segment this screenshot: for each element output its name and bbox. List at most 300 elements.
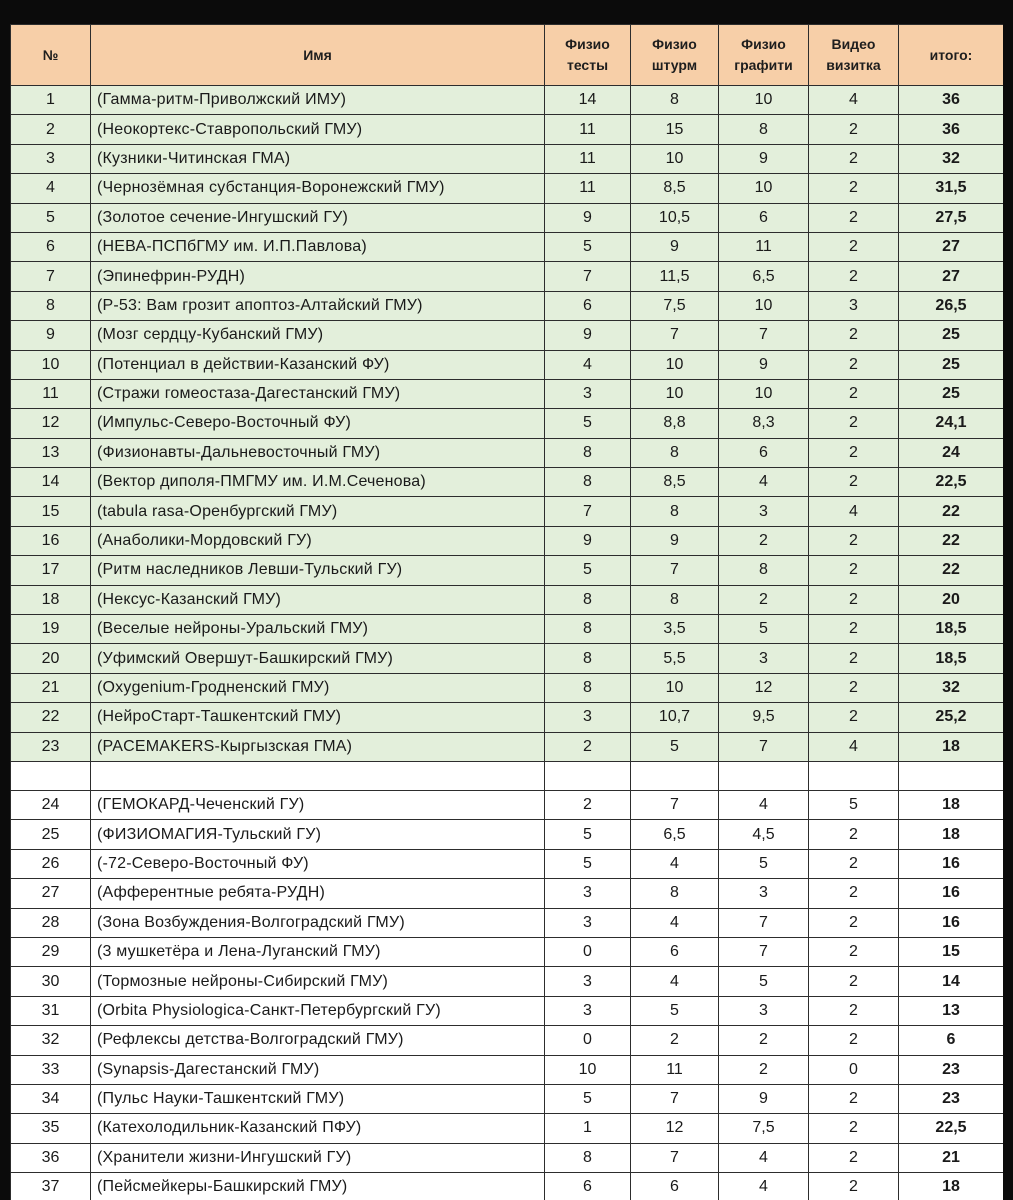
table-row bbox=[11, 350, 1004, 379]
score-graffiti: 8 bbox=[719, 556, 809, 585]
team-name: (tabula rasa-Оренбургский ГМУ) bbox=[91, 497, 545, 526]
score-video: 5 bbox=[809, 790, 899, 819]
score-video: 2 bbox=[809, 820, 899, 849]
score-graffiti: 4 bbox=[719, 1173, 809, 1200]
score-graffiti: 2 bbox=[719, 1055, 809, 1084]
score-sturm: 10 bbox=[631, 673, 719, 702]
team-name: (Чернозёмная субстанция-Воронежский ГМУ) bbox=[91, 174, 545, 203]
score-graffiti: 12 bbox=[719, 673, 809, 702]
score-graffiti: 10 bbox=[719, 291, 809, 320]
score-graffiti: 6,5 bbox=[719, 262, 809, 291]
score-tests: 9 bbox=[545, 321, 631, 350]
team-name: (Зона Возбуждения-Волгоградский ГМУ) bbox=[91, 908, 545, 937]
table-row bbox=[11, 1055, 1004, 1084]
header-num: № bbox=[11, 25, 91, 86]
team-name: (Orbita Physiologica-Санкт-Петербургский ГУ) bbox=[91, 996, 545, 1025]
team-name: (3 мушкетёра и Лена-Луганский ГМУ) bbox=[91, 937, 545, 966]
empty-cell bbox=[631, 761, 719, 790]
score-graffiti: 7 bbox=[719, 321, 809, 350]
row-number: 34 bbox=[11, 1084, 91, 1113]
empty-cell bbox=[719, 761, 809, 790]
score-video: 4 bbox=[809, 732, 899, 761]
score-total: 23 bbox=[899, 1055, 1004, 1084]
table-row bbox=[11, 644, 1004, 673]
row-number: 14 bbox=[11, 468, 91, 497]
score-tests: 5 bbox=[545, 849, 631, 878]
row-number: 28 bbox=[11, 908, 91, 937]
score-sturm: 7 bbox=[631, 790, 719, 819]
score-total: 21 bbox=[899, 1143, 1004, 1172]
score-graffiti: 4 bbox=[719, 1143, 809, 1172]
score-total: 18 bbox=[899, 1173, 1004, 1200]
table-row bbox=[11, 790, 1004, 819]
score-video: 2 bbox=[809, 1084, 899, 1113]
score-tests: 5 bbox=[545, 820, 631, 849]
score-graffiti: 7 bbox=[719, 937, 809, 966]
score-tests: 8 bbox=[545, 585, 631, 614]
score-graffiti: 8,3 bbox=[719, 409, 809, 438]
row-number: 19 bbox=[11, 615, 91, 644]
score-total: 6 bbox=[899, 1026, 1004, 1055]
score-video: 2 bbox=[809, 1114, 899, 1143]
row-number: 20 bbox=[11, 644, 91, 673]
score-total: 25 bbox=[899, 350, 1004, 379]
score-total: 32 bbox=[899, 144, 1004, 173]
score-sturm: 8 bbox=[631, 497, 719, 526]
team-name: (Анаболики-Мордовский ГУ) bbox=[91, 526, 545, 555]
spacer-row bbox=[11, 761, 1004, 790]
table-row bbox=[11, 526, 1004, 555]
score-sturm: 6 bbox=[631, 937, 719, 966]
score-total: 16 bbox=[899, 908, 1004, 937]
team-name: (PACEMAKERS-Кыргызская ГМА) bbox=[91, 732, 545, 761]
table-row bbox=[11, 232, 1004, 261]
score-video: 2 bbox=[809, 144, 899, 173]
score-sturm: 9 bbox=[631, 232, 719, 261]
score-sturm: 15 bbox=[631, 115, 719, 144]
team-name: (Нексус-Казанский ГМУ) bbox=[91, 585, 545, 614]
score-video: 2 bbox=[809, 350, 899, 379]
table-row bbox=[11, 497, 1004, 526]
team-name: (ФИЗИОМАГИЯ-Тульский ГУ) bbox=[91, 820, 545, 849]
team-name: (НЕВА-ПСПбГМУ им. И.П.Павлова) bbox=[91, 232, 545, 261]
score-video: 2 bbox=[809, 849, 899, 878]
team-name: (Золотое сечение-Ингушский ГУ) bbox=[91, 203, 545, 232]
score-tests: 8 bbox=[545, 1143, 631, 1172]
table-row bbox=[11, 1173, 1004, 1200]
table-row bbox=[11, 291, 1004, 320]
score-tests: 5 bbox=[545, 409, 631, 438]
score-graffiti: 10 bbox=[719, 86, 809, 115]
score-sturm: 5 bbox=[631, 732, 719, 761]
score-sturm: 12 bbox=[631, 1114, 719, 1143]
score-tests: 11 bbox=[545, 115, 631, 144]
score-total: 18 bbox=[899, 732, 1004, 761]
table-row bbox=[11, 585, 1004, 614]
empty-cell bbox=[809, 761, 899, 790]
score-video: 2 bbox=[809, 673, 899, 702]
row-number: 5 bbox=[11, 203, 91, 232]
score-sturm: 4 bbox=[631, 967, 719, 996]
table-row bbox=[11, 1143, 1004, 1172]
score-total: 23 bbox=[899, 1084, 1004, 1113]
score-sturm: 11 bbox=[631, 1055, 719, 1084]
team-name: (Эпинефрин-РУДН) bbox=[91, 262, 545, 291]
score-sturm: 5 bbox=[631, 996, 719, 1025]
team-name: (Пульс Науки-Ташкентский ГМУ) bbox=[91, 1084, 545, 1113]
team-name: (ГЕМОКАРД-Чеченский ГУ) bbox=[91, 790, 545, 819]
score-total: 36 bbox=[899, 115, 1004, 144]
header-graffiti bbox=[719, 25, 809, 86]
score-video: 2 bbox=[809, 937, 899, 966]
score-tests: 9 bbox=[545, 203, 631, 232]
score-tests: 3 bbox=[545, 967, 631, 996]
score-video: 2 bbox=[809, 644, 899, 673]
table-row bbox=[11, 908, 1004, 937]
score-total: 32 bbox=[899, 673, 1004, 702]
header-video bbox=[809, 25, 899, 86]
team-name: (Рефлексы детства-Волгоградский ГМУ) bbox=[91, 1026, 545, 1055]
score-tests: 11 bbox=[545, 174, 631, 203]
score-total: 25,2 bbox=[899, 703, 1004, 732]
score-total: 18,5 bbox=[899, 644, 1004, 673]
score-graffiti: 6 bbox=[719, 438, 809, 467]
team-name: (Катехолодильник-Казанский ПФУ) bbox=[91, 1114, 545, 1143]
score-total: 31,5 bbox=[899, 174, 1004, 203]
row-number: 10 bbox=[11, 350, 91, 379]
row-number: 7 bbox=[11, 262, 91, 291]
row-number: 22 bbox=[11, 703, 91, 732]
score-graffiti: 7 bbox=[719, 732, 809, 761]
score-tests: 5 bbox=[545, 1084, 631, 1113]
score-graffiti: 11 bbox=[719, 232, 809, 261]
table-row bbox=[11, 174, 1004, 203]
team-name: (Веселые нейроны-Уральский ГМУ) bbox=[91, 615, 545, 644]
row-number: 9 bbox=[11, 321, 91, 350]
score-total: 18 bbox=[899, 820, 1004, 849]
header-name: Имя bbox=[91, 25, 545, 86]
score-graffiti: 9 bbox=[719, 144, 809, 173]
team-name: (Р-53: Вам грозит апоптоз-Алтайский ГМУ) bbox=[91, 291, 545, 320]
score-total: 27,5 bbox=[899, 203, 1004, 232]
team-name: (-72-Северо-Восточный ФУ) bbox=[91, 849, 545, 878]
row-number: 6 bbox=[11, 232, 91, 261]
score-graffiti: 2 bbox=[719, 526, 809, 555]
empty-cell bbox=[91, 761, 545, 790]
team-name: (Ритм наследников Левши-Тульский ГУ) bbox=[91, 556, 545, 585]
score-sturm: 10 bbox=[631, 379, 719, 408]
score-video: 2 bbox=[809, 262, 899, 291]
table-row bbox=[11, 1084, 1004, 1113]
header-tests-line1: Физио bbox=[565, 36, 610, 52]
score-video: 2 bbox=[809, 203, 899, 232]
score-graffiti: 4,5 bbox=[719, 820, 809, 849]
score-video: 2 bbox=[809, 468, 899, 497]
score-tests: 10 bbox=[545, 1055, 631, 1084]
score-video: 2 bbox=[809, 409, 899, 438]
team-name: (Вектор диполя-ПМГМУ им. И.М.Сеченова) bbox=[91, 468, 545, 497]
table-row bbox=[11, 203, 1004, 232]
team-name: (Неокортекс-Ставропольский ГМУ) bbox=[91, 115, 545, 144]
score-sturm: 7 bbox=[631, 1143, 719, 1172]
score-sturm: 8 bbox=[631, 585, 719, 614]
table-row bbox=[11, 996, 1004, 1025]
score-total: 22 bbox=[899, 526, 1004, 555]
score-graffiti: 10 bbox=[719, 174, 809, 203]
score-total: 13 bbox=[899, 996, 1004, 1025]
row-number: 25 bbox=[11, 820, 91, 849]
score-tests: 3 bbox=[545, 379, 631, 408]
table-row bbox=[11, 262, 1004, 291]
team-name: (Гамма-ритм-Приволжский ИМУ) bbox=[91, 86, 545, 115]
score-graffiti: 5 bbox=[719, 849, 809, 878]
row-number: 17 bbox=[11, 556, 91, 585]
score-video: 4 bbox=[809, 497, 899, 526]
score-graffiti: 4 bbox=[719, 790, 809, 819]
header-total: итого: bbox=[899, 25, 1004, 86]
row-number: 21 bbox=[11, 673, 91, 702]
score-tests: 11 bbox=[545, 144, 631, 173]
score-video: 2 bbox=[809, 556, 899, 585]
row-number: 27 bbox=[11, 879, 91, 908]
header-sturm-line1: Физио bbox=[652, 36, 697, 52]
score-sturm: 7 bbox=[631, 1084, 719, 1113]
table-row bbox=[11, 732, 1004, 761]
team-name: (Уфимский Овершут-Башкирский ГМУ) bbox=[91, 644, 545, 673]
score-sturm: 8,5 bbox=[631, 468, 719, 497]
score-total: 16 bbox=[899, 879, 1004, 908]
score-total: 25 bbox=[899, 321, 1004, 350]
score-graffiti: 6 bbox=[719, 203, 809, 232]
score-sturm: 7,5 bbox=[631, 291, 719, 320]
table-row bbox=[11, 379, 1004, 408]
score-graffiti: 5 bbox=[719, 615, 809, 644]
score-total: 26,5 bbox=[899, 291, 1004, 320]
score-sturm: 8 bbox=[631, 86, 719, 115]
score-tests: 3 bbox=[545, 996, 631, 1025]
empty-cell bbox=[11, 761, 91, 790]
team-name: (Импульс-Северо-Восточный ФУ) bbox=[91, 409, 545, 438]
score-video: 2 bbox=[809, 1026, 899, 1055]
score-video: 2 bbox=[809, 115, 899, 144]
score-video: 2 bbox=[809, 615, 899, 644]
score-video: 0 bbox=[809, 1055, 899, 1084]
header-row bbox=[11, 25, 1004, 86]
score-tests: 3 bbox=[545, 879, 631, 908]
score-tests: 8 bbox=[545, 468, 631, 497]
table-row bbox=[11, 321, 1004, 350]
score-total: 18,5 bbox=[899, 615, 1004, 644]
score-tests: 3 bbox=[545, 703, 631, 732]
score-video: 2 bbox=[809, 1143, 899, 1172]
empty-cell bbox=[899, 761, 1004, 790]
score-video: 2 bbox=[809, 703, 899, 732]
header-sturm bbox=[631, 25, 719, 86]
team-name: (Тормозные нейроны-Сибирский ГМУ) bbox=[91, 967, 545, 996]
header-tests-line2: тесты bbox=[566, 57, 609, 73]
score-tests: 2 bbox=[545, 790, 631, 819]
score-video: 2 bbox=[809, 379, 899, 408]
score-sturm: 11,5 bbox=[631, 262, 719, 291]
score-sturm: 8,5 bbox=[631, 174, 719, 203]
table-row bbox=[11, 556, 1004, 585]
score-graffiti: 3 bbox=[719, 644, 809, 673]
score-graffiti: 3 bbox=[719, 879, 809, 908]
header-tests bbox=[545, 25, 631, 86]
score-video: 2 bbox=[809, 908, 899, 937]
score-total: 16 bbox=[899, 849, 1004, 878]
score-sturm: 4 bbox=[631, 849, 719, 878]
score-tests: 14 bbox=[545, 86, 631, 115]
score-sturm: 2 bbox=[631, 1026, 719, 1055]
row-number: 24 bbox=[11, 790, 91, 819]
score-sturm: 8 bbox=[631, 879, 719, 908]
table-row bbox=[11, 144, 1004, 173]
score-tests: 7 bbox=[545, 262, 631, 291]
score-total: 24,1 bbox=[899, 409, 1004, 438]
score-sturm: 6 bbox=[631, 1173, 719, 1200]
score-total: 27 bbox=[899, 262, 1004, 291]
header-graffiti-line1: Физио bbox=[741, 36, 786, 52]
score-total: 27 bbox=[899, 232, 1004, 261]
score-tests: 8 bbox=[545, 673, 631, 702]
score-graffiti: 7 bbox=[719, 908, 809, 937]
row-number: 13 bbox=[11, 438, 91, 467]
results-table bbox=[10, 24, 1003, 1200]
row-number: 1 bbox=[11, 86, 91, 115]
score-graffiti: 7,5 bbox=[719, 1114, 809, 1143]
score-tests: 0 bbox=[545, 1026, 631, 1055]
score-sturm: 10,5 bbox=[631, 203, 719, 232]
score-video: 3 bbox=[809, 291, 899, 320]
score-graffiti: 2 bbox=[719, 585, 809, 614]
score-total: 22,5 bbox=[899, 1114, 1004, 1143]
score-sturm: 7 bbox=[631, 321, 719, 350]
table-row bbox=[11, 468, 1004, 497]
row-number: 36 bbox=[11, 1143, 91, 1172]
table-row bbox=[11, 879, 1004, 908]
score-tests: 5 bbox=[545, 232, 631, 261]
score-sturm: 3,5 bbox=[631, 615, 719, 644]
team-name: (Афферентные ребята-РУДН) bbox=[91, 879, 545, 908]
score-graffiti: 4 bbox=[719, 468, 809, 497]
row-number: 26 bbox=[11, 849, 91, 878]
table-row bbox=[11, 615, 1004, 644]
score-tests: 8 bbox=[545, 615, 631, 644]
header-graffiti-line2: графити bbox=[734, 57, 793, 73]
score-tests: 7 bbox=[545, 497, 631, 526]
score-total: 18 bbox=[899, 790, 1004, 819]
header-sturm-line2: штурм bbox=[651, 57, 698, 73]
score-video: 2 bbox=[809, 585, 899, 614]
team-name: (НейроСтарт-Ташкентский ГМУ) bbox=[91, 703, 545, 732]
table-row bbox=[11, 1114, 1004, 1143]
team-name: (Oxygenium-Гродненский ГМУ) bbox=[91, 673, 545, 702]
score-graffiti: 2 bbox=[719, 1026, 809, 1055]
table-row bbox=[11, 673, 1004, 702]
score-sturm: 10,7 bbox=[631, 703, 719, 732]
score-video: 2 bbox=[809, 438, 899, 467]
score-graffiti: 8 bbox=[719, 115, 809, 144]
team-name: (Мозг сердцу-Кубанский ГМУ) bbox=[91, 321, 545, 350]
score-sturm: 8 bbox=[631, 438, 719, 467]
team-name: (Кузники-Читинская ГМА) bbox=[91, 144, 545, 173]
team-name: (Хранители жизни-Ингушский ГУ) bbox=[91, 1143, 545, 1172]
score-video: 2 bbox=[809, 967, 899, 996]
score-tests: 5 bbox=[545, 556, 631, 585]
table-row bbox=[11, 1026, 1004, 1055]
score-sturm: 9 bbox=[631, 526, 719, 555]
score-graffiti: 10 bbox=[719, 379, 809, 408]
row-number: 3 bbox=[11, 144, 91, 173]
score-graffiti: 3 bbox=[719, 996, 809, 1025]
score-video: 2 bbox=[809, 1173, 899, 1200]
team-name: (Физионавты-Дальневосточный ГМУ) bbox=[91, 438, 545, 467]
score-total: 36 bbox=[899, 86, 1004, 115]
row-number: 15 bbox=[11, 497, 91, 526]
score-graffiti: 5 bbox=[719, 967, 809, 996]
score-tests: 1 bbox=[545, 1114, 631, 1143]
score-graffiti: 9 bbox=[719, 1084, 809, 1113]
score-total: 24 bbox=[899, 438, 1004, 467]
score-tests: 8 bbox=[545, 644, 631, 673]
table-row bbox=[11, 703, 1004, 732]
score-total: 22,5 bbox=[899, 468, 1004, 497]
score-tests: 2 bbox=[545, 732, 631, 761]
score-tests: 9 bbox=[545, 526, 631, 555]
score-sturm: 7 bbox=[631, 556, 719, 585]
table-row bbox=[11, 849, 1004, 878]
row-number: 4 bbox=[11, 174, 91, 203]
score-sturm: 5,5 bbox=[631, 644, 719, 673]
score-tests: 0 bbox=[545, 937, 631, 966]
team-name: (Synapsis-Дагестанский ГМУ) bbox=[91, 1055, 545, 1084]
score-total: 14 bbox=[899, 967, 1004, 996]
row-number: 8 bbox=[11, 291, 91, 320]
row-number: 29 bbox=[11, 937, 91, 966]
score-total: 22 bbox=[899, 556, 1004, 585]
score-sturm: 6,5 bbox=[631, 820, 719, 849]
row-number: 32 bbox=[11, 1026, 91, 1055]
score-sheet bbox=[10, 24, 1003, 1200]
table-row bbox=[11, 86, 1004, 115]
row-number: 35 bbox=[11, 1114, 91, 1143]
score-video: 4 bbox=[809, 86, 899, 115]
score-sturm: 8,8 bbox=[631, 409, 719, 438]
score-sturm: 10 bbox=[631, 350, 719, 379]
header-video-line1: Видео bbox=[831, 36, 876, 52]
score-total: 15 bbox=[899, 937, 1004, 966]
table-row bbox=[11, 438, 1004, 467]
score-tests: 4 bbox=[545, 350, 631, 379]
table-row bbox=[11, 937, 1004, 966]
row-number: 12 bbox=[11, 409, 91, 438]
score-video: 2 bbox=[809, 996, 899, 1025]
table-row bbox=[11, 967, 1004, 996]
score-graffiti: 9 bbox=[719, 350, 809, 379]
score-video: 2 bbox=[809, 232, 899, 261]
team-name: (Потенциал в действии-Казанский ФУ) bbox=[91, 350, 545, 379]
score-graffiti: 9,5 bbox=[719, 703, 809, 732]
row-number: 33 bbox=[11, 1055, 91, 1084]
score-video: 2 bbox=[809, 174, 899, 203]
row-number: 31 bbox=[11, 996, 91, 1025]
table-row bbox=[11, 820, 1004, 849]
score-total: 22 bbox=[899, 497, 1004, 526]
row-number: 2 bbox=[11, 115, 91, 144]
team-name: (Стражи гомеостаза-Дагестанский ГМУ) bbox=[91, 379, 545, 408]
score-sturm: 10 bbox=[631, 144, 719, 173]
